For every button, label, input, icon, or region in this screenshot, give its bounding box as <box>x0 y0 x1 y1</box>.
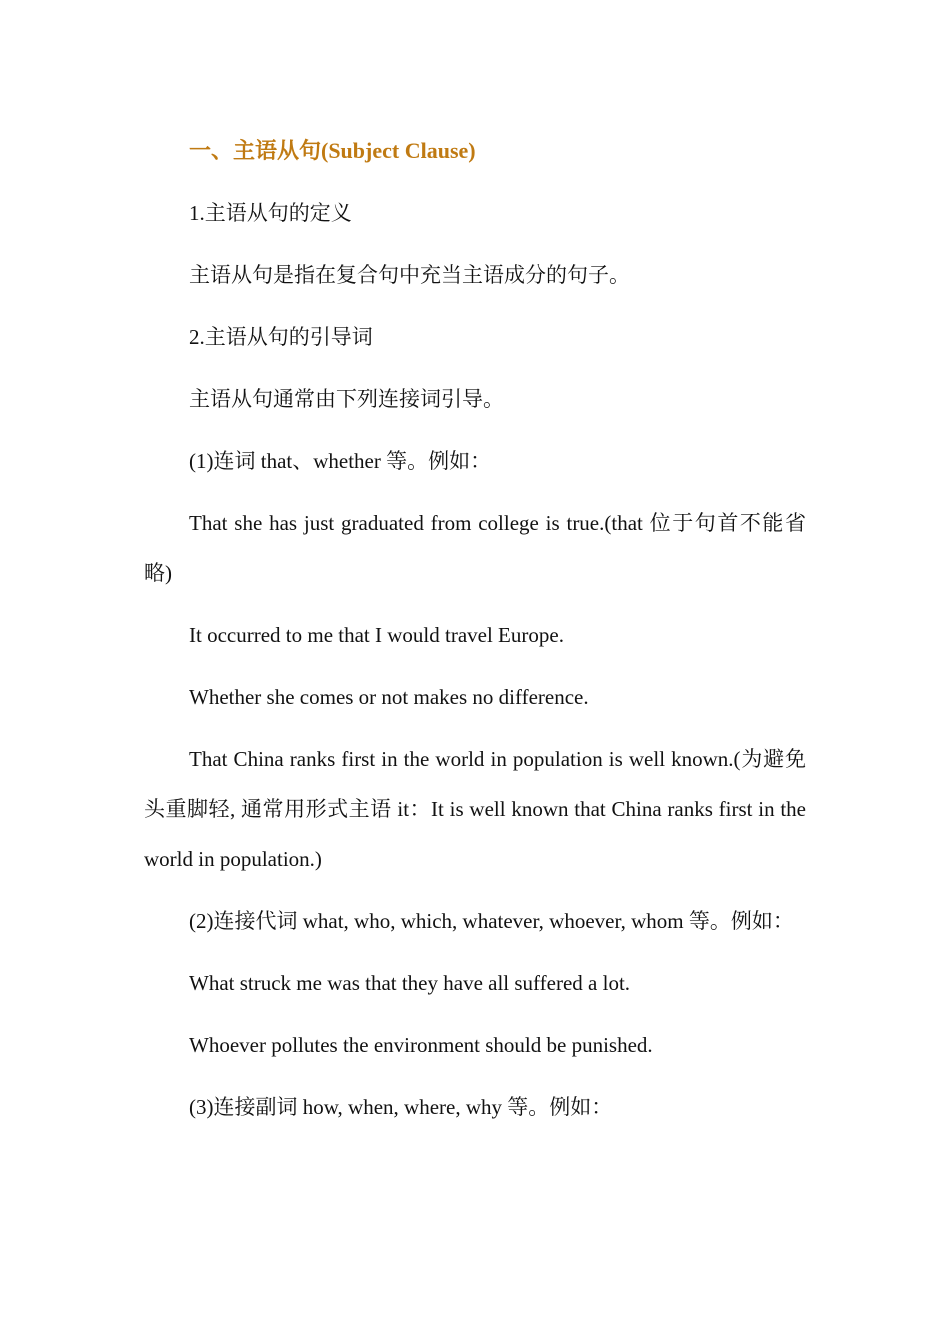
paragraph-introducers-title: 2.主语从句的引导词 <box>189 325 373 349</box>
paragraph-example-5: What struck me was that they have all suffered a lot. <box>189 971 631 995</box>
paragraph-connective-pronouns: (2)连接代词 what, who, which, whatever, whoever, whom 等。例如： <box>189 909 794 933</box>
paragraph-definition-title: 1.主语从句的定义 <box>189 201 352 225</box>
document-body <box>144 126 806 1144</box>
section-heading: 一、主语从句(Subject Clause) <box>189 138 476 163</box>
paragraph-connective-adverbs: (3)连接副词 how, when, where, why 等。例如： <box>189 1095 613 1119</box>
paragraph-example-1: That she has just graduated from college is true.(that 位于句首不能省略) <box>144 511 806 585</box>
paragraph-example-2: It occurred to me that I would travel Europe. <box>189 623 564 647</box>
paragraph-conjunctions: (1)连词 that、whether 等。例如： <box>189 449 492 473</box>
paragraph-example-6: Whoever pollutes the environment should be punished. <box>189 1033 653 1057</box>
paragraph-introducers: 主语从句通常由下列连接词引导。 <box>189 387 504 411</box>
paragraph-example-4: That China ranks first in the world in population is well known.(为避免头重脚轻, 通常用形式主语 it：It is well known that China ranks first in the world in population.) <box>144 747 806 871</box>
paragraph-example-3: Whether she comes or not makes no difference. <box>189 685 589 709</box>
paragraph-definition: 主语从句是指在复合句中充当主语成分的句子。 <box>189 263 630 287</box>
